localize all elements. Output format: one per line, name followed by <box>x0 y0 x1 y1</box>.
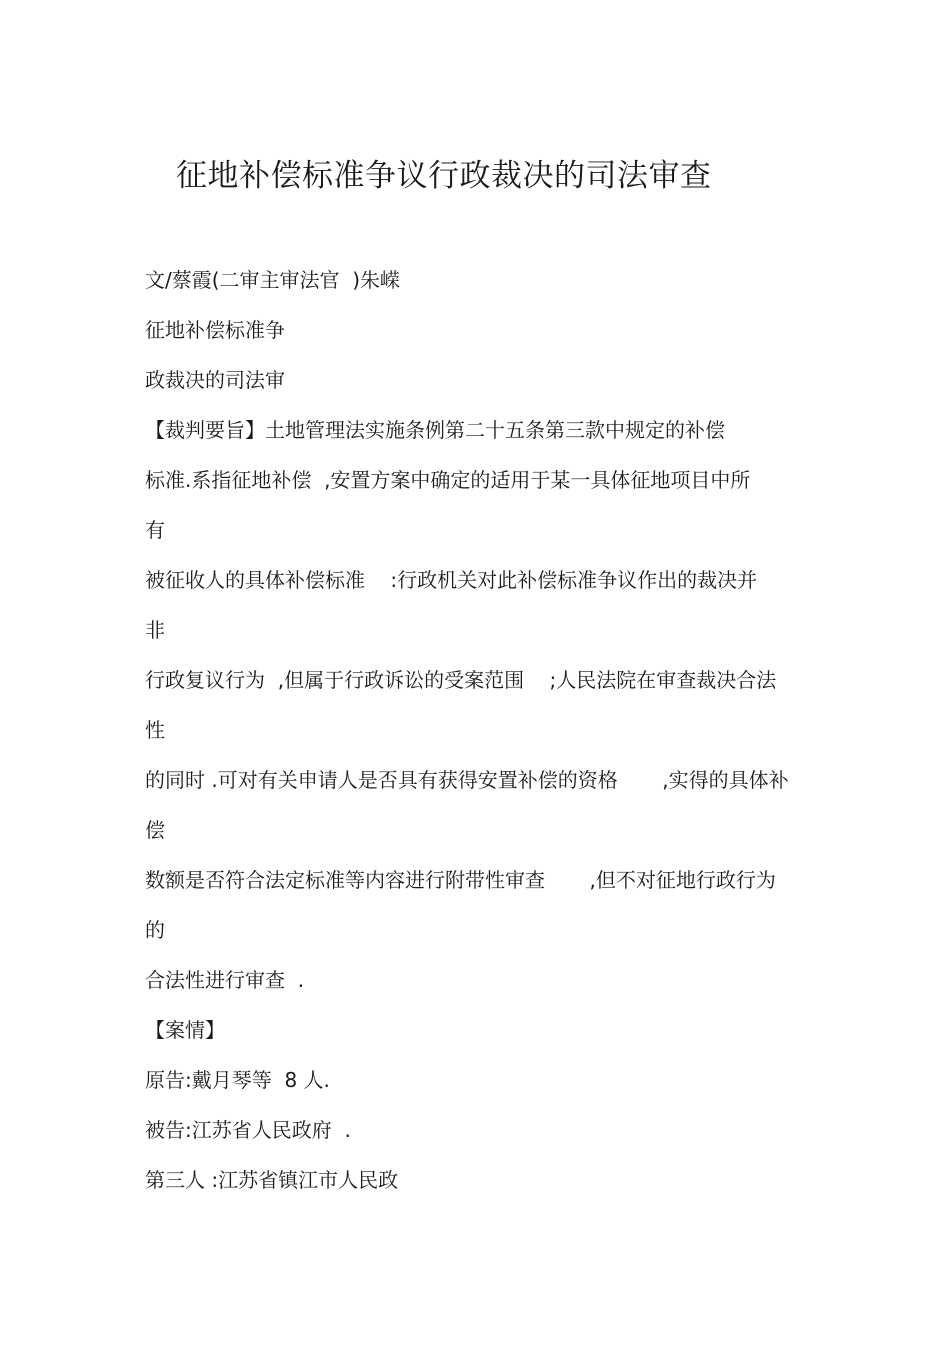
text-line: 被征收人的具体补偿标准 :行政机关对此补偿标准争议作出的裁决并 <box>145 568 758 592</box>
text-line: 数额是否符合法定标准等内容进行附带性审查 ,但不对征地行政行为 <box>145 868 776 892</box>
text-line: 偿 <box>145 818 165 842</box>
text-line: 的同时 .可对有关申请人是否具有获得安置补偿的资格 ,实得的具体补 <box>145 768 789 792</box>
defendant-line: 被告:江苏省人民政府 . <box>145 1118 351 1142</box>
text-line: 性 <box>145 718 165 742</box>
text-line: 政裁决的司法审 <box>145 368 285 392</box>
text-line: 行政复议行为 ,但属于行政诉讼的受案范围 ;人民法院在审查裁决合法 <box>145 668 777 692</box>
text-line: 标准.系指征地补偿 ,安置方案中确定的适用于某一具体征地项目中所 <box>145 468 751 492</box>
text-line: 的 <box>145 918 165 942</box>
third-party-line: 第三人 :江苏省镇江市人民政 <box>145 1168 399 1192</box>
text-line: 有 <box>145 518 165 542</box>
author-line: 文/蔡霞(二审主审法官 )朱嵘 <box>145 268 401 292</box>
section-heading: 【案情】 <box>145 1018 225 1042</box>
text-line: 非 <box>145 618 165 642</box>
text-line: 征地补偿标准争 <box>145 318 285 342</box>
text-line: 【裁判要旨】土地管理法实施条例第二十五条第三款中规定的补偿 <box>145 418 725 442</box>
document-title: 征地补偿标准争议行政裁决的司法审查 <box>176 158 712 194</box>
plaintiff-line: 原告:戴月琴等 8 人. <box>145 1068 330 1092</box>
text-line: 合法性进行审查 . <box>145 968 305 992</box>
